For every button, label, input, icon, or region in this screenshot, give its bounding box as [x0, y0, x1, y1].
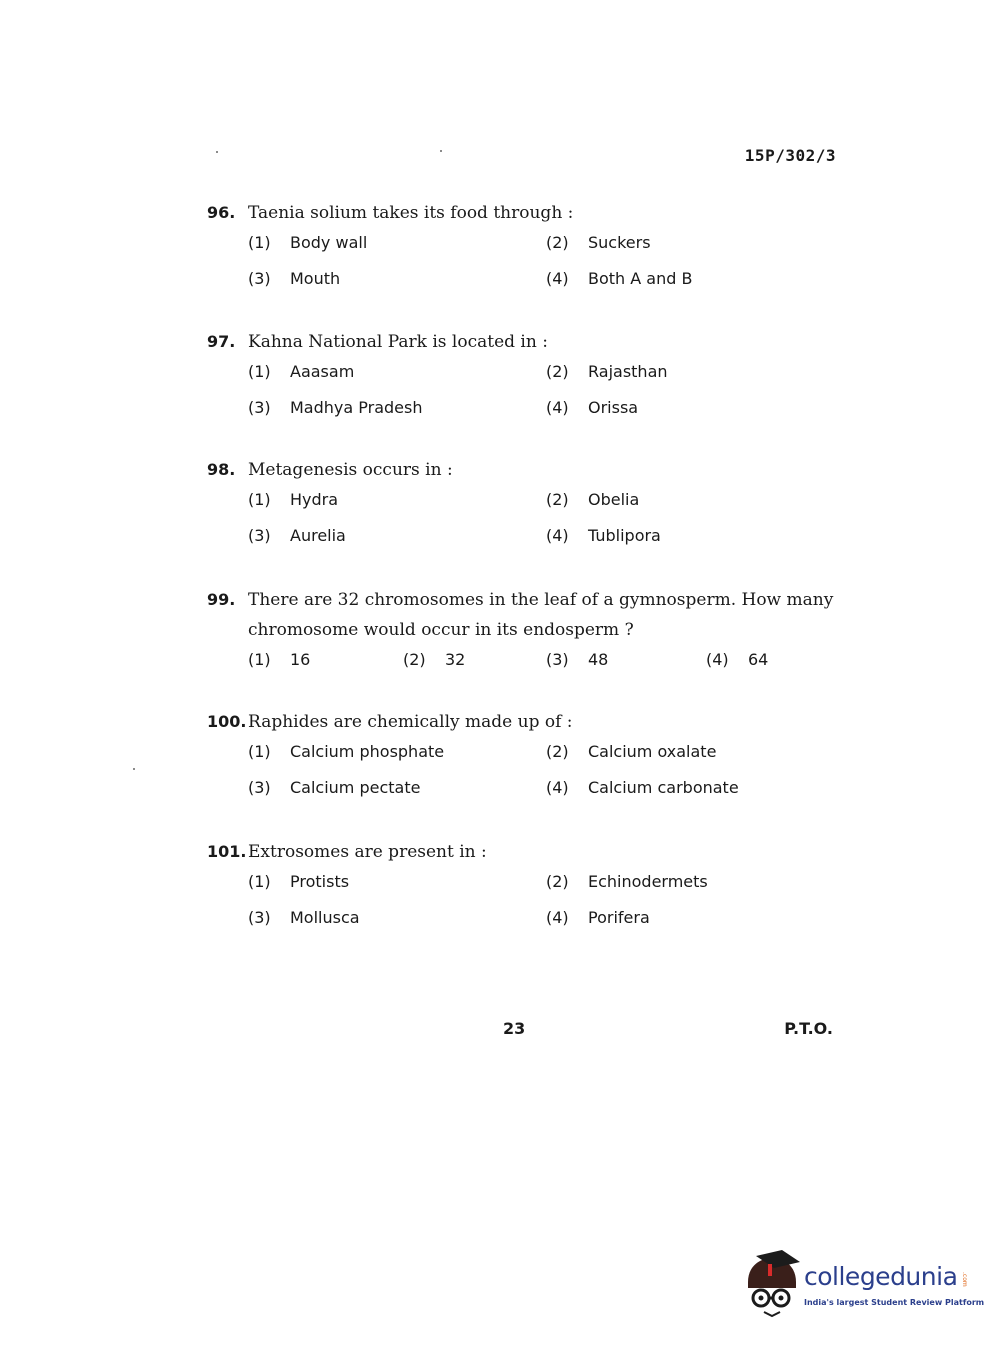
option-4: (4) Tublipora: [546, 526, 661, 545]
collegedunia-logo: [742, 1250, 985, 1320]
paper-code: 15P/302/3: [744, 146, 836, 165]
option-4: (4) Porifera: [546, 908, 650, 927]
option-2: (2) Suckers: [546, 233, 651, 252]
mascot-icon: [742, 1250, 802, 1318]
question-99: [207, 590, 847, 686]
option-2: (2) 32: [403, 650, 466, 669]
option-1: (1) 16: [248, 650, 311, 669]
question-number: 97.: [207, 332, 236, 351]
question-text-continued: chromosome would occur in its endosperm ?: [248, 620, 634, 640]
question-number: 99.: [207, 590, 236, 609]
option-3: (3) Madhya Pradesh: [248, 398, 423, 417]
question-text: Raphides are chemically made up of :: [248, 712, 573, 732]
question-text: Kahna National Park is located in :: [248, 332, 548, 352]
question-97: [207, 332, 847, 434]
option-1: (1) Hydra: [248, 490, 339, 509]
question-number: 101.: [207, 842, 247, 861]
option-1: (1) Calcium phosphate: [248, 742, 445, 761]
option-3: (3) Aurelia: [248, 526, 346, 545]
option-4: (4) 64: [706, 650, 769, 669]
question-text: Taenia solium takes its food through :: [248, 203, 574, 223]
scan-speck: [216, 151, 218, 153]
question-text: Metagenesis occurs in :: [248, 460, 453, 480]
question-98: [207, 460, 847, 562]
question-101: [207, 842, 847, 944]
option-1: (1) Aaasam: [248, 362, 355, 381]
scan-speck: [133, 768, 135, 770]
question-100: [207, 712, 847, 814]
option-4: (4) Both A and B: [546, 269, 693, 288]
scan-speck: [440, 150, 442, 152]
option-3: (3) Mollusca: [248, 908, 360, 927]
question-text: There are 32 chromosomes in the leaf of a gymnosperm. How many: [248, 590, 834, 610]
option-3: (3) Calcium pectate: [248, 778, 421, 797]
page-number: 23: [503, 1019, 526, 1038]
option-2: (2) Rajasthan: [546, 362, 668, 381]
question-number: 96.: [207, 203, 236, 222]
option-3: (3) 48: [546, 650, 609, 669]
question-96: [207, 203, 847, 305]
option-1: (1) Protists: [248, 872, 350, 891]
brand-name: collegedunia: [804, 1262, 958, 1291]
option-2: (2) Calcium oxalate: [546, 742, 717, 761]
option-3: (3) Mouth: [248, 269, 341, 288]
brand-tagline: India's largest Student Review Platform: [804, 1298, 985, 1307]
option-1: (1) Body wall: [248, 233, 368, 252]
option-2: (2) Echinodermets: [546, 872, 708, 891]
question-text: Extrosomes are present in :: [248, 842, 487, 862]
question-number: 98.: [207, 460, 236, 479]
option-4: (4) Orissa: [546, 398, 639, 417]
brand-domain: .com: [961, 1272, 968, 1287]
question-number: 100.: [207, 712, 247, 731]
option-2: (2) Obelia: [546, 490, 640, 509]
pto-label: P.T.O.: [784, 1019, 833, 1038]
option-4: (4) Calcium carbonate: [546, 778, 739, 797]
